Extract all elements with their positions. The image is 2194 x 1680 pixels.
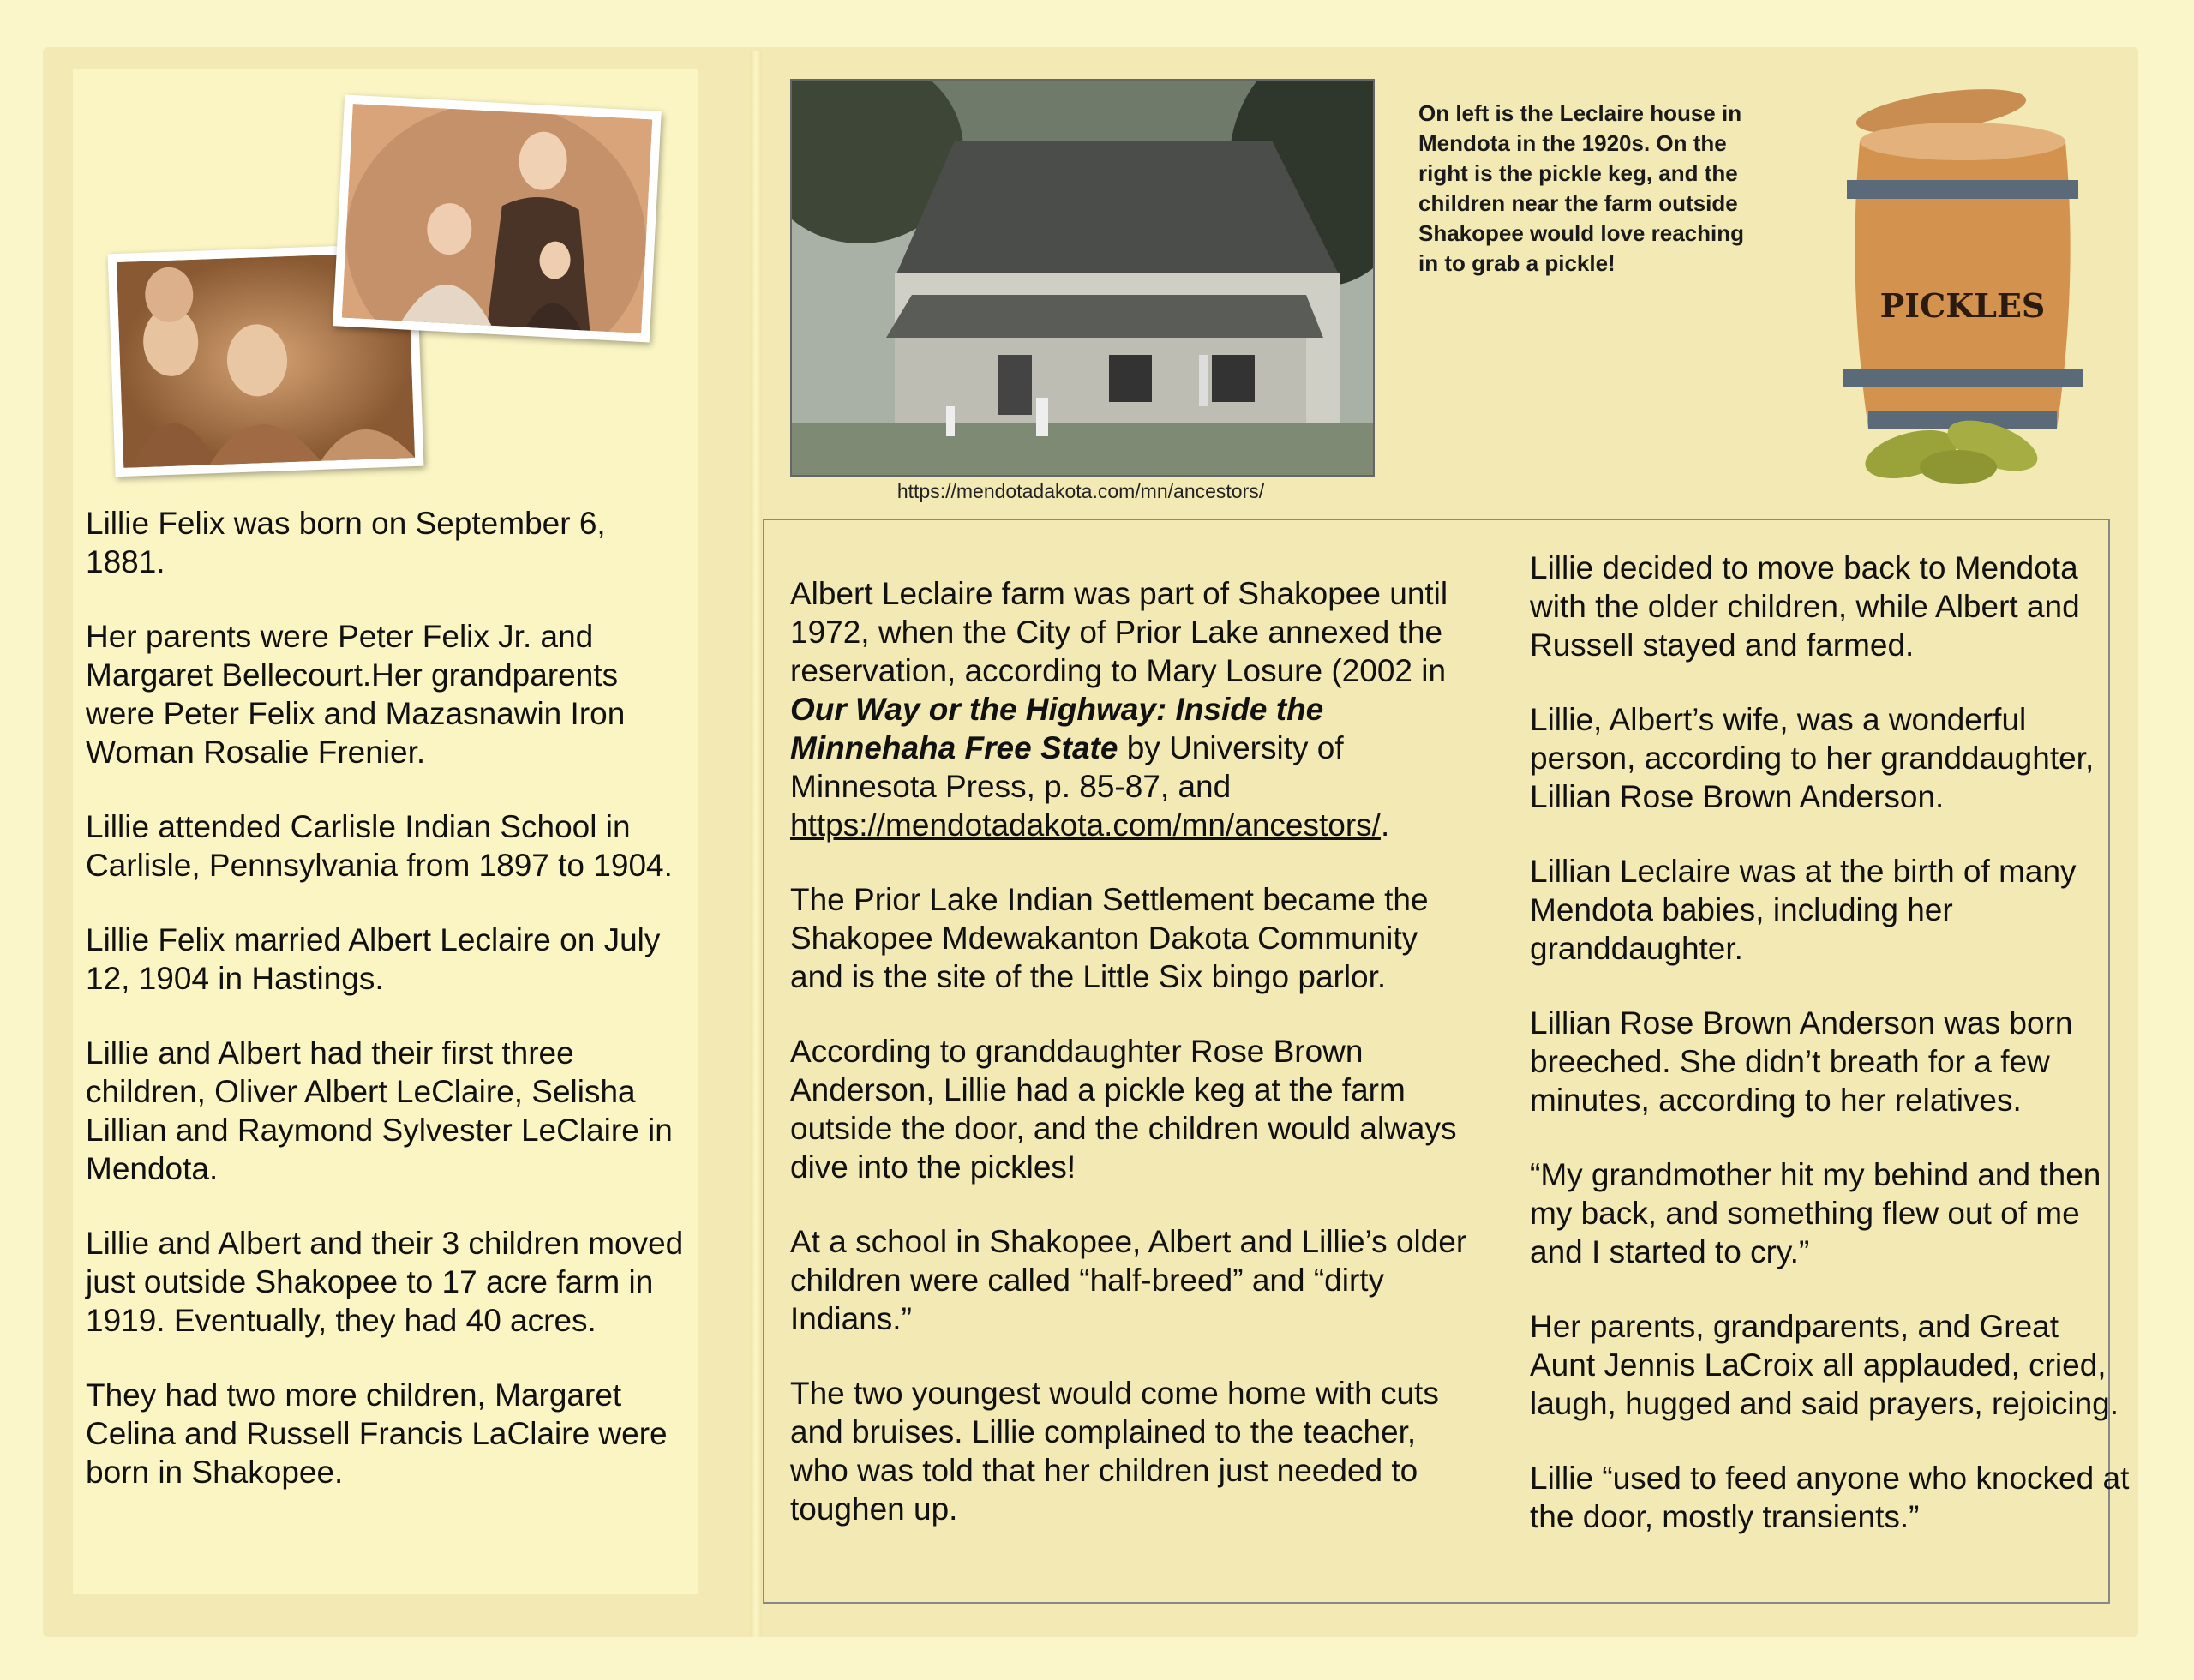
right-paragraph-7: Lillie “used to feed anyone who knocked at the door, mostly transients.” — [1530, 1461, 2130, 1534]
left-paragraph-2: Her parents were Peter Felix Jr. and Margaret Bellecourt.Her grandparents were Peter Felix and Mazasnawin Iron Woman Rosalie Frenier. — [86, 619, 626, 770]
page-fold — [750, 51, 762, 1637]
middle-paragraph-2: The Prior Lake Indian Settlement became the Shakopee Mdewakanton Dakota Community and is the site of the Little Six bingo parlor. — [790, 882, 1429, 994]
middle-p1-text-b: by University of Minnesota Press, p. 85-87, and — [790, 730, 1344, 804]
right-column — [1530, 549, 2130, 1572]
photo-source-url: https://mendotadakota.com/mn/ancestors/ — [896, 480, 1265, 502]
book-title: Our Way or the Highway: Inside the Minnehaha Free State — [790, 692, 1324, 765]
left-paragraph-3: Lillie attended Carlisle Indian School in Carlisle, Pennsylvania from 1897 to 1904. — [86, 809, 673, 883]
middle-paragraph-5: The two youngest would come home with cuts and bruises. Lillie complained to the teacher, who was told that her children just needed to toughen up. — [790, 1376, 1439, 1527]
left-paragraph-5: Lillie and Albert had their first three children, Oliver Albert LeClaire, Selisha Lillian and Raymond Sylvester LeClaire in Mendota. — [86, 1035, 673, 1186]
family-portrait-photo — [333, 95, 662, 343]
ancestors-link[interactable]: https://mendotadakota.com/mn/ancestors/ — [790, 807, 1381, 843]
pickle-barrel-illustration — [1808, 86, 2117, 489]
left-paragraph-6: Lillie and Albert and their 3 children moved just outside Shakopee to 17 acre farm in 1919. Eventually, they had 40 acres. — [86, 1226, 684, 1338]
right-paragraph-6: Her parents, grandparents, and Great Aunt Jennis LaCroix all applauded, cried, laugh, hugged and said prayers, rejoicing. — [1530, 1309, 2119, 1421]
middle-p1-text-a: Albert Leclaire farm was part of Shakopee until 1972, when the City of Prior Lake annexed the reservation, according to Mary Losure (2002 in — [790, 576, 1448, 688]
middle-paragraph-1 — [790, 574, 1467, 844]
right-paragraph-2: Lillie, Albert’s wife, was a wonderful person, according to her granddaughter, Lillian Rose Brown Anderson. — [1530, 702, 2095, 814]
left-paragraph-4: Lillie Felix married Albert Leclaire on July 12, 1904 in Hastings. — [86, 922, 661, 996]
middle-p1-text-c: . — [1380, 807, 1390, 843]
middle-paragraph-4: At a school in Shakopee, Albert and Lillie’s older children were called “half-breed” and “dirty Indians.” — [790, 1224, 1467, 1336]
right-paragraph-4: Lillian Rose Brown Anderson was born breeched. She didn’t breath for a few minutes, according to her relatives. — [1530, 1005, 2073, 1118]
middle-column — [790, 574, 1467, 1564]
leclaire-house-photo — [790, 79, 1375, 477]
right-paragraph-5: “My grandmother hit my behind and then my back, and something flew out of me and I started to cry.” — [1530, 1157, 2101, 1269]
left-column — [86, 504, 686, 1527]
photo-caption: On left is the Leclaire house in Mendota in the 1920s. On the right is the pickle keg, and the children near the farm outside Shakopee would love reaching in to grab a pickle! — [1418, 100, 1744, 276]
left-paragraph-7: They had two more children, Margaret Celina and Russell Francis LaClaire were born in Shakopee. — [86, 1377, 668, 1490]
right-paragraph-1: Lillie decided to move back to Mendota with the older children, while Albert and Russell stayed and farmed. — [1530, 550, 2080, 663]
middle-paragraph-3: According to granddaughter Rose Brown Anderson, Lillie had a pickle keg at the farm outside the door, and the children would always dive into the pickles! — [790, 1034, 1457, 1185]
barrel-label: PICKLES — [1879, 286, 2046, 325]
right-paragraph-3: Lillian Leclaire was at the birth of many Mendota babies, including her granddaughter. — [1530, 854, 2077, 966]
left-paragraph-1: Lillie Felix was born on September 6, 1881. — [86, 506, 606, 579]
